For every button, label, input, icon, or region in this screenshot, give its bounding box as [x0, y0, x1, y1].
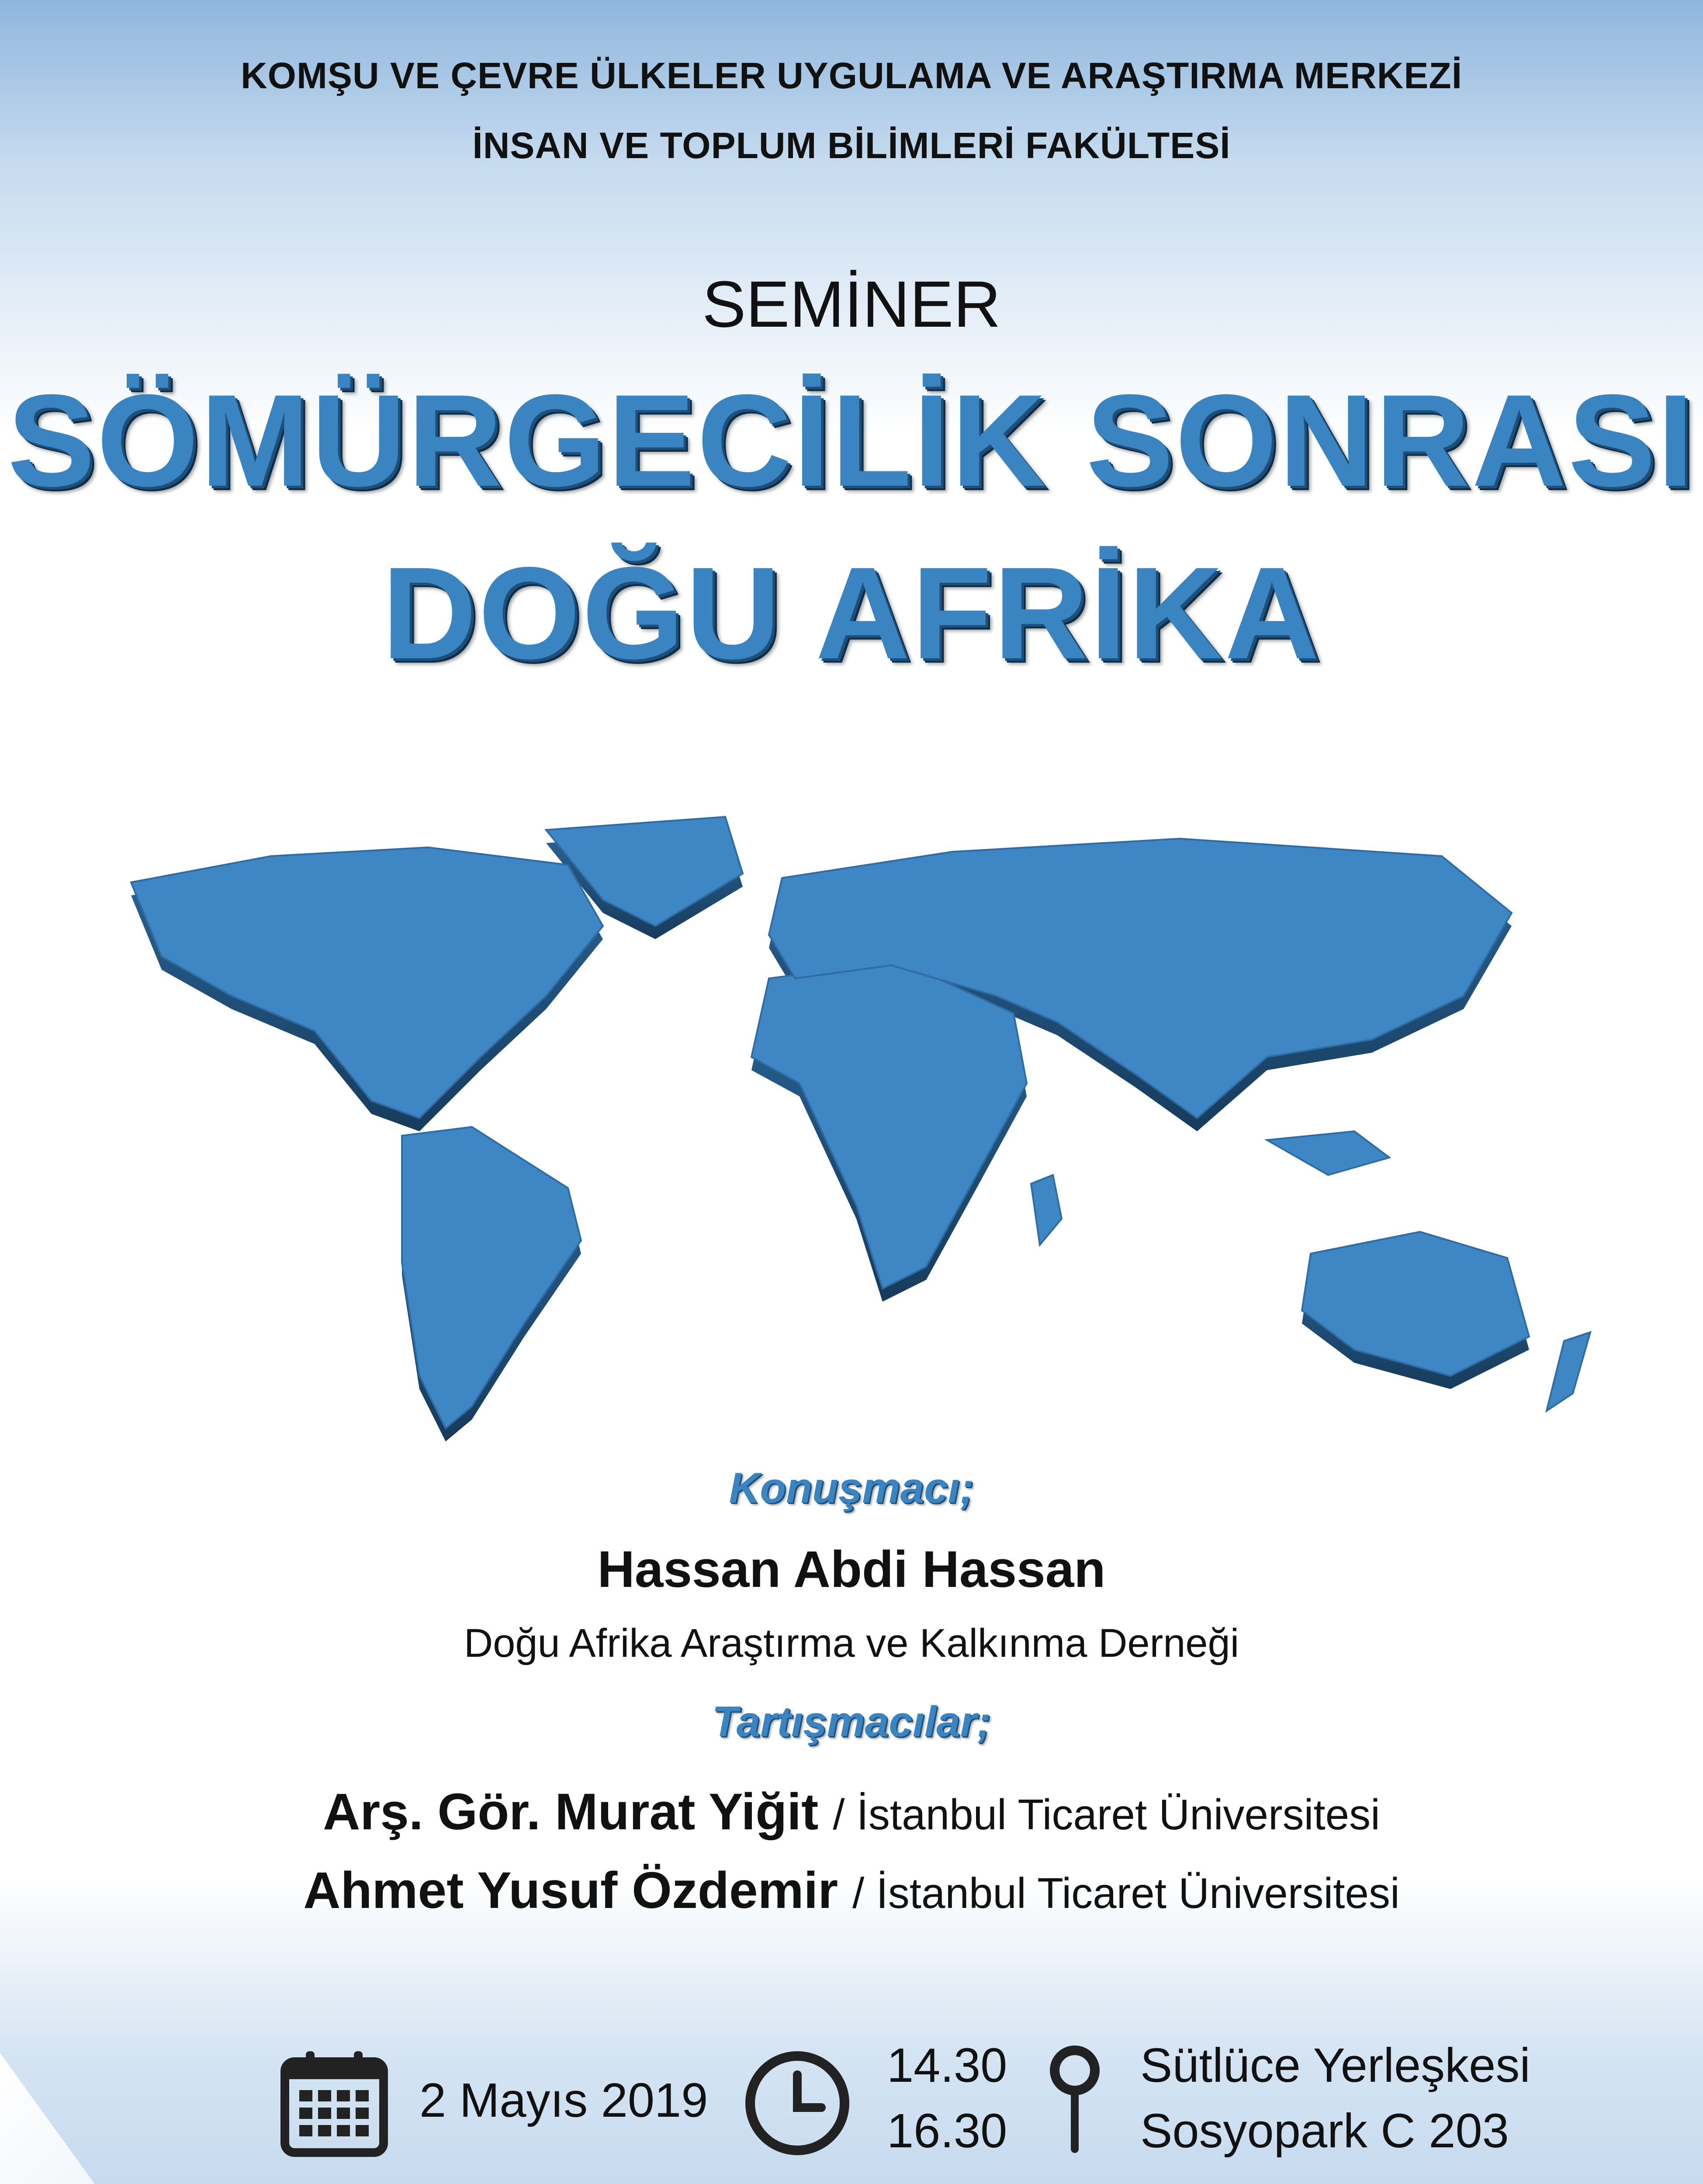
event-title-line2: DOĞU AFRİKA [382, 539, 1321, 686]
discussant-row [0, 1782, 1703, 1842]
location-pin-icon [1046, 2044, 1103, 2153]
discussant-affiliation: / İstanbul Ticaret Üniversitesi [833, 1790, 1380, 1838]
event-title-line1: SÖMÜRGECİLİK SONRASI [7, 367, 1696, 514]
location-line2: Sosyopark C 203 [1140, 2104, 1509, 2158]
discussants-label: Tartışmacılar; [712, 1697, 991, 1745]
discussant-name: Ahmet Yusuf Özdemir [303, 1862, 838, 1919]
discussant-name: Arş. Gör. Murat Yiğit [323, 1783, 819, 1841]
location-line1: Sütlüce Yerleşkesi [1140, 2039, 1530, 2092]
center-name: KOMŞU VE ÇEVRE ÜLKELER UYGULAMA VE ARAŞTIRMA MERKEZİ [240, 55, 1463, 96]
discussant-row [0, 1861, 1703, 1920]
speaker-label: Konuşmacı; [729, 1464, 974, 1512]
world-map-illustration [87, 808, 1638, 1463]
event-time-start: 14.30 [887, 2039, 1007, 2092]
event-time-end: 16.30 [887, 2104, 1007, 2158]
event-type: SEMİNER [702, 267, 1001, 341]
clock-icon [743, 2049, 852, 2158]
discussant-affiliation: / İstanbul Ticaret Üniversitesi [852, 1869, 1400, 1917]
speaker-organization: Doğu Afrika Araştırma ve Kalkınma Derneği [464, 1621, 1239, 1666]
event-date: 2 Mayıs 2019 [419, 2073, 708, 2127]
faculty-name: İNSAN VE TOPLUM BİLİMLERİ FAKÜLTESİ [472, 125, 1231, 166]
calendar-icon [280, 2049, 389, 2158]
speaker-name: Hassan Abdi Hassan [597, 1541, 1106, 1598]
